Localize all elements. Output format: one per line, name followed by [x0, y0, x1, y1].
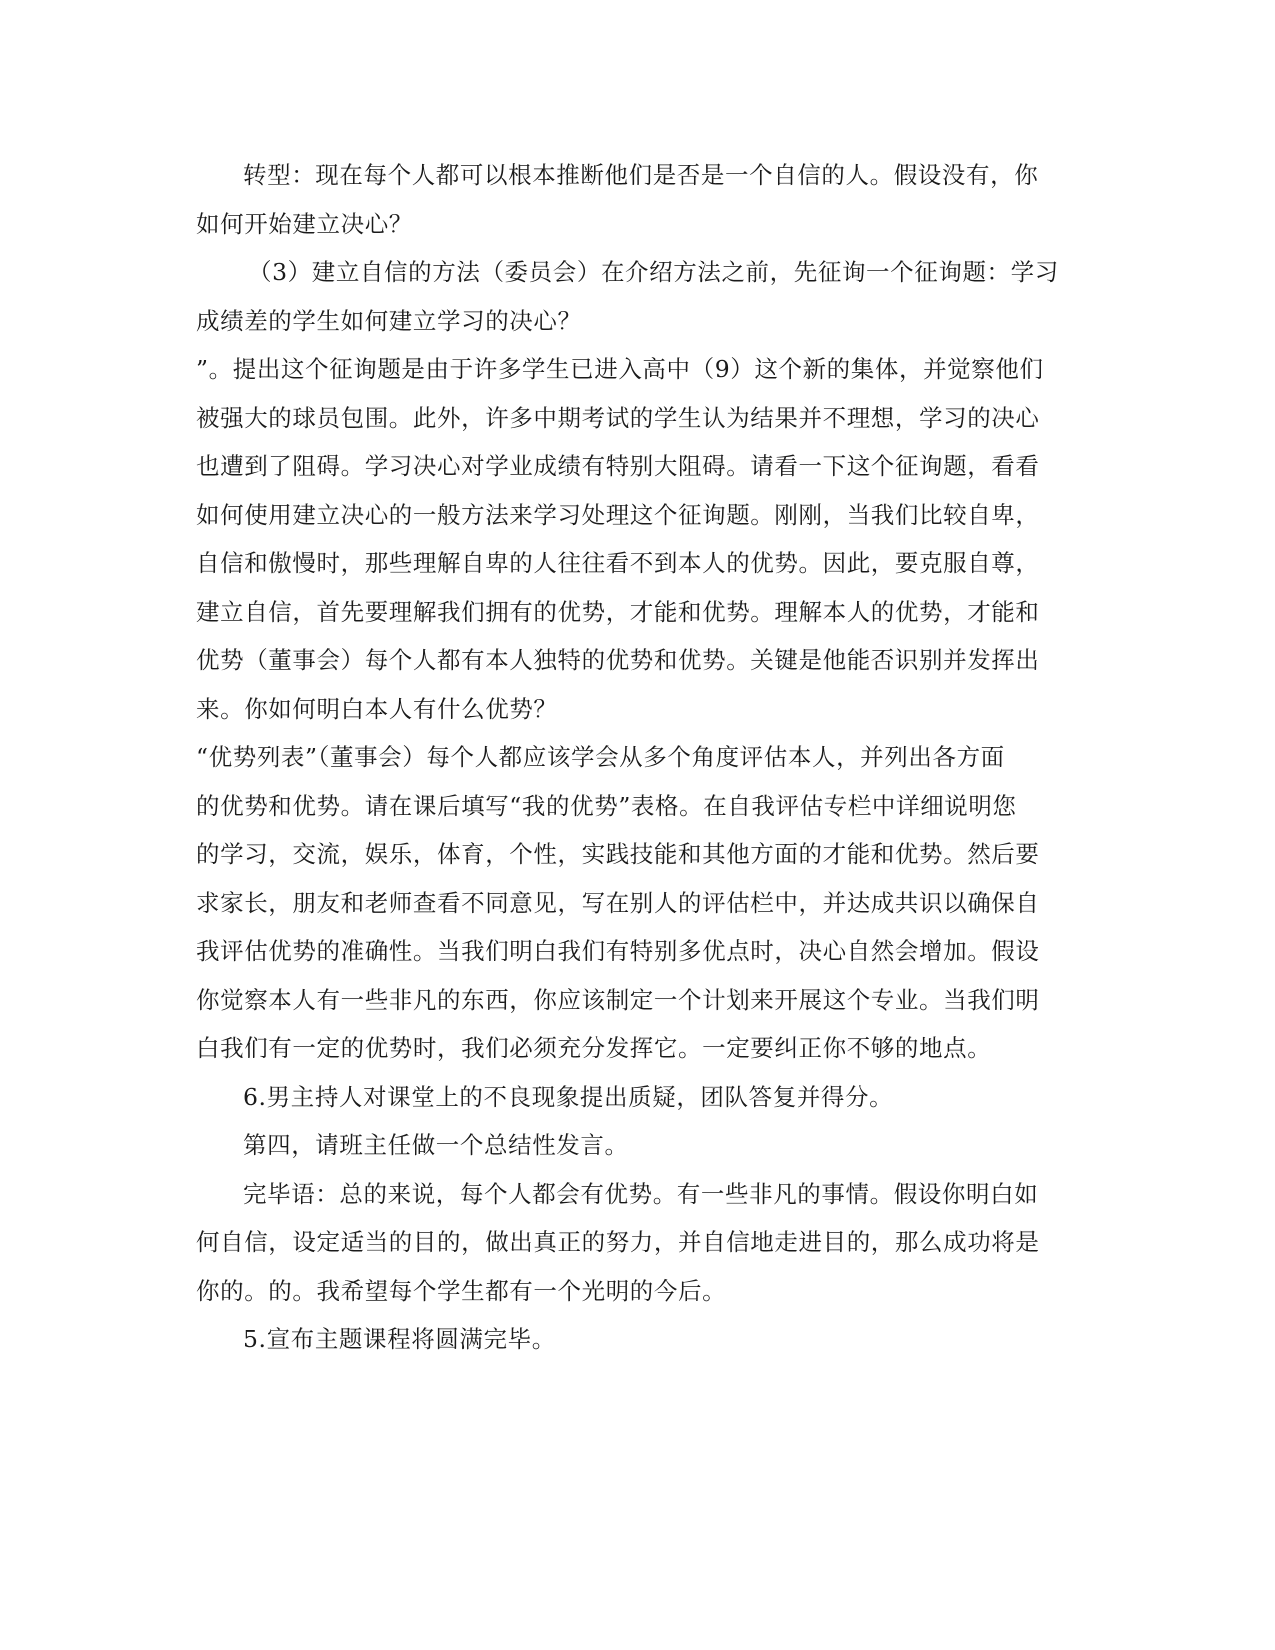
paragraph-host-questions: 6.男主持人对课堂上的不良现象提出质疑，团队答复并得分。: [243, 1082, 894, 1111]
paragraph-course-end: 5.宣布主题课程将圆满完毕。: [243, 1325, 556, 1353]
paragraph-transition: 转型：现在每个人都可以根本推断他们是否是一个自信的人。假设没有，你 如何开始建立决心？: [196, 161, 1039, 238]
body-text: [196, 151, 1076, 1364]
paragraph-closing-remarks: 完毕语：总的来说，每个人都会有优势。有一些非凡的事情。假设你明白如 何自信，设定适当的目的，做出真正的努力，并自信地走进目的，那么成功将是 你的。的。我希望每个学生都有一个光明的今后。: [196, 1179, 1040, 1305]
paragraph-question-explanation: ”。提出这个征询题是由于许多学生已进入高中（9）这个新的集体，并觉察他们 被强大的球员包围。此外，许多中期考试的学生认为结果并不理想，学习的决心 也遭到了阻碍。学习决心对学业成绩有特别大阻碍。请看一下这个征询题，看看 如何使用建立决心的一般方法来学习处理这个征询题。刚刚，当我们比较自卑， 自信和傲慢时，那些理解自卑的人往往看不到本人的优势。因此，要克服自尊， 建立自信，首先要理解我们拥有的优势，才能和优势。理解本人的优势，才能和 优势（董事会）每个人都有本人独特的优势和优势。关键是他能否识别并发挥出 来。你如何明白本人有什么优势？: [196, 355, 1044, 723]
paragraph-teacher-summary: 第四，请班主任做一个总结性发言。: [243, 1131, 629, 1159]
paragraph-strengths-list: “优势列表”（董事会）每个人都应该学会从多个角度评估本人，并列出各方面 的优势和优势。请在课后填写“我的优势”表格。在自我评估专栏中详细说明您 的学习，交流，娱乐，体育，个性，实践技能和其他方面的才能和优势。然后要 求家长，朋友和老师查看不同意见，写在别人的评估栏中，并达成共识以确保自 我评估优势的准确性。当我们明白我们有特别多优点时，决心自然会增加。假设 你觉察本人有一些非凡的东西，你应该制定一个计划来开展这个专业。当我们明 白我们有一定的优势时，我们必须充分发挥它。一定要纠正你不够的地点。: [196, 743, 1040, 1062]
paragraph-confidence-methods: （3）建立自信的方法（委员会）在介绍方法之前，先征询一个征询题：学习 成绩差的学生如何建立学习的决心？: [196, 258, 1059, 335]
